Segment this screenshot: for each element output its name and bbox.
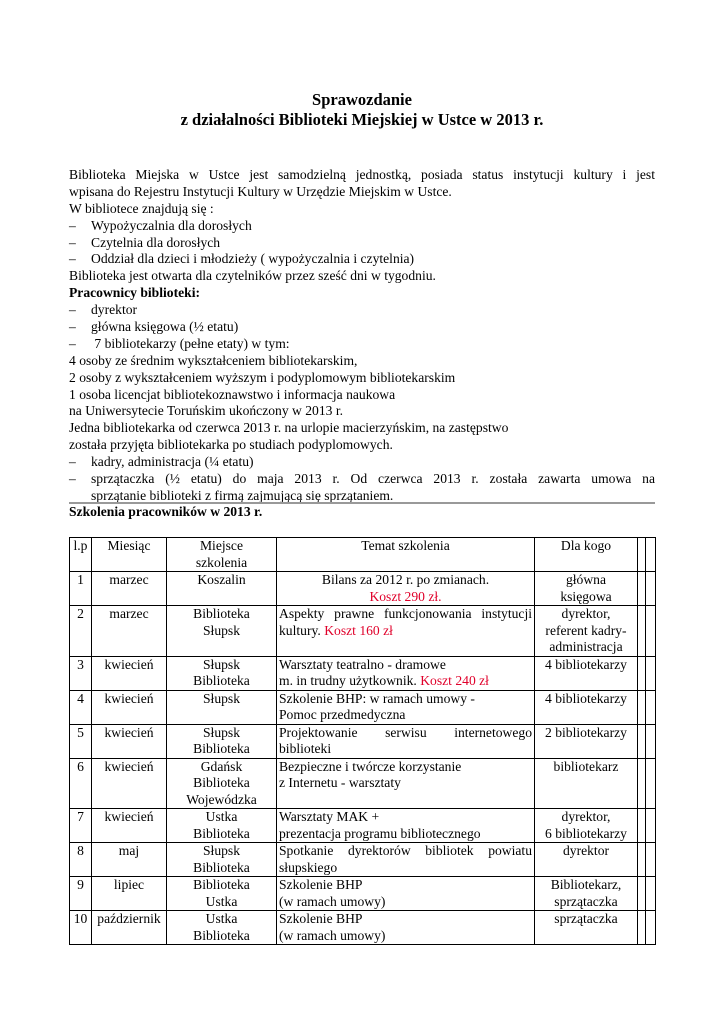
- units-intro: W bibliotece znajdują się :: [69, 200, 214, 216]
- table-header-row: [70, 538, 656, 572]
- staff-heading: Pracownicy biblioteki:: [69, 285, 201, 301]
- training-rows: [70, 572, 656, 945]
- table-row: [70, 809, 656, 843]
- row-month: październik: [92, 911, 167, 945]
- row-topic: Szkolenie BHP: w ramach umowy - Pomoc przedmedyczna: [277, 690, 535, 724]
- row-place: Ustka Biblioteka: [167, 809, 277, 843]
- row-month: kwiecień: [92, 724, 167, 758]
- staff-item: – sprzątaczka (½ etatu) do maja 2013 r. Od czerwca 2013 r. została zawarta umowa na: [69, 471, 655, 487]
- staff-item: – główna księgowa (½ etatu): [69, 319, 239, 335]
- staff-item: – 7 bibliotekarzy (pełne etaty) w tym:: [69, 335, 290, 351]
- row-number: 10: [70, 911, 92, 945]
- row-topic: Spotkanie dyrektorów bibliotek powiatu słupskiego: [277, 843, 535, 877]
- empty-column: [646, 911, 656, 945]
- row-number: 2: [70, 606, 92, 657]
- table-row: [70, 656, 656, 690]
- empty-column: [646, 538, 656, 572]
- row-number: 8: [70, 843, 92, 877]
- row-for: 4 bibliotekarzy: [535, 690, 638, 724]
- empty-column: [646, 758, 656, 809]
- staff-item: – dyrektor: [69, 302, 138, 318]
- empty-column: [638, 656, 646, 690]
- opening-info: Biblioteka jest otwarta dla czytelników przez sześć dni w tygodniu.: [69, 268, 436, 284]
- table-row: [70, 724, 656, 758]
- intro-line: wpisana do Rejestru Instytucji Kultury w Urzędzie Miejskim w Ustce.: [69, 183, 452, 199]
- empty-column: [646, 724, 656, 758]
- staff-detail: 2 osoby z wykształceniem wyższym i podyplomowym bibliotekarskim: [69, 369, 456, 385]
- row-place: Biblioteka Ustka: [167, 877, 277, 911]
- table-row: [70, 911, 656, 945]
- staff-detail: została przyjęta bibliotekarka po studiach podyplomowych.: [69, 437, 393, 453]
- empty-column: [646, 877, 656, 911]
- row-number: 9: [70, 877, 92, 911]
- empty-column: [646, 606, 656, 657]
- row-number: 7: [70, 809, 92, 843]
- unit-item: – Czytelnia dla dorosłych: [69, 234, 221, 250]
- training-cost: Koszt 160 zł: [324, 622, 393, 638]
- dash-bullet: –: [69, 302, 76, 318]
- empty-column: [638, 690, 646, 724]
- header-for: Dla kogo: [535, 538, 638, 572]
- staff-detail: na Uniwersytecie Toruńskim ukończony w 2013 r.: [69, 403, 344, 419]
- report-subtitle: z działalności Biblioteki Miejskiej w Ustce w 2013 r.: [180, 110, 544, 129]
- empty-column: [646, 572, 656, 606]
- staff-detail: 1 osoba licencjat bibliotekoznawstwo i informacja naukowa: [69, 386, 396, 402]
- empty-column: [638, 724, 646, 758]
- row-place: Gdańsk Biblioteka Wojewódzka: [167, 758, 277, 809]
- row-for: Bibliotekarz, sprzątaczka: [535, 877, 638, 911]
- row-month: maj: [92, 843, 167, 877]
- row-for: bibliotekarz: [535, 758, 638, 809]
- row-topic: Aspekty prawne funkcjonowania instytucji kultury. Koszt 160 zł: [277, 606, 535, 657]
- training-table: [69, 537, 656, 945]
- table-row: [70, 758, 656, 809]
- row-topic: Bezpieczne i twórcze korzystanie z Internetu - warsztaty: [277, 758, 535, 809]
- dash-bullet: –: [69, 471, 76, 487]
- empty-column: [638, 538, 646, 572]
- empty-column: [638, 877, 646, 911]
- training-cost: Koszt 290 zł.: [369, 588, 442, 604]
- header-month: Miesiąc: [92, 538, 167, 572]
- dash-bullet: –: [69, 251, 76, 267]
- row-number: 4: [70, 690, 92, 724]
- row-for: 4 bibliotekarzy: [535, 656, 638, 690]
- row-topic: Bilans za 2012 r. po zmianach. Koszt 290 zł.: [277, 572, 535, 606]
- header-topic: Temat szkolenia: [277, 538, 535, 572]
- empty-column: [638, 606, 646, 657]
- row-place: Biblioteka Słupsk: [167, 606, 277, 657]
- table-row: [70, 606, 656, 657]
- row-month: kwiecień: [92, 809, 167, 843]
- row-topic: Projektowanie serwisu internetowego biblioteki: [277, 724, 535, 758]
- header-lp: l.p: [70, 538, 92, 572]
- dash-bullet: –: [69, 234, 76, 250]
- row-place: Słupsk Biblioteka: [167, 656, 277, 690]
- row-place: Koszalin: [167, 572, 277, 606]
- row-month: kwiecień: [92, 758, 167, 809]
- table-row: [70, 572, 656, 606]
- row-for: 2 bibliotekarzy: [535, 724, 638, 758]
- row-topic: Szkolenie BHP (w ramach umowy): [277, 911, 535, 945]
- empty-column: [638, 911, 646, 945]
- empty-column: [638, 758, 646, 809]
- row-number: 1: [70, 572, 92, 606]
- intro-line: Biblioteka Miejska w Ustce jest samodzielną jednostką, posiada status instytucji kultury i jest: [69, 167, 655, 182]
- row-for: dyrektor, 6 bibliotekarzy: [535, 809, 638, 843]
- row-month: lipiec: [92, 877, 167, 911]
- staff-item: – kadry, administracja (¼ etatu): [69, 454, 254, 470]
- row-place: Słupsk: [167, 690, 277, 724]
- empty-column: [638, 809, 646, 843]
- staff-detail: 4 osoby ze średnim wykształceniem bibliotekarskim,: [69, 352, 358, 368]
- row-place: Słupsk Biblioteka: [167, 843, 277, 877]
- empty-column: [638, 843, 646, 877]
- row-topic: Warsztaty MAK + prezentacja programu bibliotecznego: [277, 809, 535, 843]
- row-place: Słupsk Biblioteka: [167, 724, 277, 758]
- header-place: Miejsce szkolenia: [167, 538, 277, 572]
- row-for: dyrektor, referent kadry- administracja: [535, 606, 638, 657]
- empty-column: [638, 572, 646, 606]
- row-for: dyrektor: [535, 843, 638, 877]
- empty-column: [646, 809, 656, 843]
- empty-column: [646, 843, 656, 877]
- report-title: Sprawozdanie: [312, 90, 412, 109]
- table-row: [70, 843, 656, 877]
- unit-item: – Oddział dla dzieci i młodzieży ( wypożyczalnia i czytelnia): [69, 251, 415, 267]
- dash-bullet: –: [69, 319, 76, 335]
- row-month: marzec: [92, 606, 167, 657]
- dash-bullet: –: [69, 217, 76, 233]
- staff-detail: Jedna bibliotekarka od czerwca 2013 r. na urlopie macierzyńskim, na zastępstwo: [69, 420, 509, 436]
- row-month: kwiecień: [92, 656, 167, 690]
- row-number: 5: [70, 724, 92, 758]
- training-cost: Koszt 240 zł: [420, 673, 489, 688]
- empty-column: [646, 656, 656, 690]
- row-number: 6: [70, 758, 92, 809]
- empty-column: [646, 690, 656, 724]
- row-topic: Warsztaty teatralno - dramowe m. in trudny użytkownik. Koszt 240 zł: [277, 656, 535, 690]
- staff-item-continuation: sprzątanie biblioteki z firmą zajmującą się sprzątaniem.: [91, 487, 394, 503]
- report-body: [69, 167, 655, 505]
- table-row: [70, 690, 656, 724]
- row-topic: Szkolenie BHP (w ramach umowy): [277, 877, 535, 911]
- training-heading: Szkolenia pracowników w 2013 r.: [69, 504, 263, 519]
- row-month: kwiecień: [92, 690, 167, 724]
- row-month: marzec: [92, 572, 167, 606]
- row-for: główna księgowa: [535, 572, 638, 606]
- row-for: sprzątaczka: [535, 911, 638, 945]
- dash-bullet: –: [69, 454, 76, 470]
- row-place: Ustka Biblioteka: [167, 911, 277, 945]
- row-number: 3: [70, 656, 92, 690]
- dash-bullet: –: [69, 335, 76, 351]
- unit-item: – Wypożyczalnia dla dorosłych: [69, 217, 252, 233]
- table-row: [70, 877, 656, 911]
